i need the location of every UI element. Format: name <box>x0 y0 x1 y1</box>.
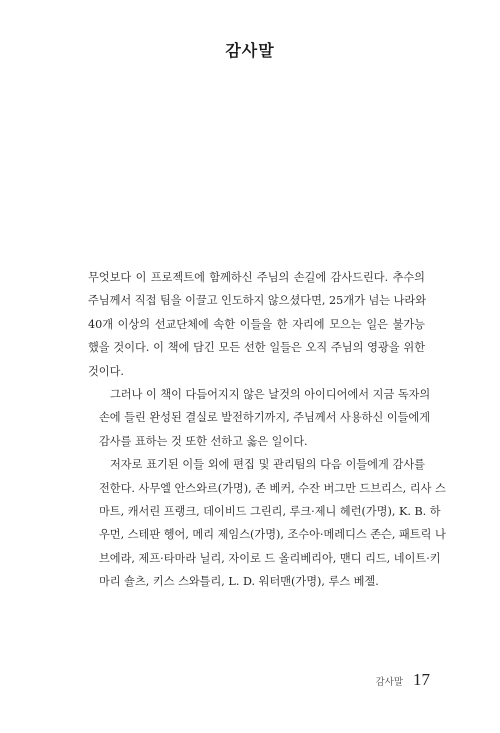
text-line: 그러나 이 책이 다듬어지지 않은 날것의 아이디어에서 지금 독자의 <box>110 388 431 402</box>
text-line: 했을 것이다. 이 책에 담긴 모든 선한 일들은 오직 주님의 영광을 위한 <box>88 341 425 355</box>
text-line: 우먼, 스테판 헹어, 메리 제임스(가명), 조수아·메레디스 존슨, 패트릭 나 <box>99 528 446 542</box>
text-line: 손에 들린 완성된 결실로 발전하기까지, 주님께서 사용하신 이들에게 <box>99 411 431 425</box>
text-line: 저자로 표기된 이들 외에 편집 및 관리팀의 다음 이들에게 감사를 <box>110 458 425 472</box>
paragraph-2 <box>88 383 431 453</box>
text-line: 무엇보다 이 프로젝트에 함께하신 주님의 손길에 감사드린다. 추수의 <box>88 271 425 284</box>
text-line: 브에라, 제프·타마라 닐리, 자이로 드 올리베리아, 맨디 리드, 네이트·키 <box>99 551 441 565</box>
page-title: 감사말 <box>225 41 275 60</box>
paragraph-1 <box>88 266 425 383</box>
text-line: 것이다. <box>88 364 124 378</box>
running-title: 감사말 <box>375 677 403 688</box>
text-line: 감사를 표하는 것 또한 선하고 옳은 일이다. <box>99 434 308 448</box>
page-number: 17 <box>413 670 430 689</box>
text-line: 전한다. 사무엘 안스와르(가명), 존 베커, 수잔 버그만 드브리스, 리사 스 <box>99 481 446 495</box>
text-line: 40개 이상의 선교단체에 속한 이들을 한 자리에 모으는 일은 불가능 <box>88 317 425 331</box>
text-line: 마리 숄츠, 키스 스와틀리, L. D. 워터맨(가명), 루스 베젤. <box>99 575 379 589</box>
paragraph-3 <box>88 453 446 593</box>
page-footer <box>375 670 430 690</box>
text-line: 주님께서 직접 팀을 이끌고 인도하지 않으셨다면, 25개가 넘는 나라와 <box>88 294 427 308</box>
text-line: 마트, 캐서린 프랭크, 데이비드 그린리, 루크·제니 헤런(가명), K. B. 하 <box>99 505 441 519</box>
body-text <box>88 266 446 594</box>
